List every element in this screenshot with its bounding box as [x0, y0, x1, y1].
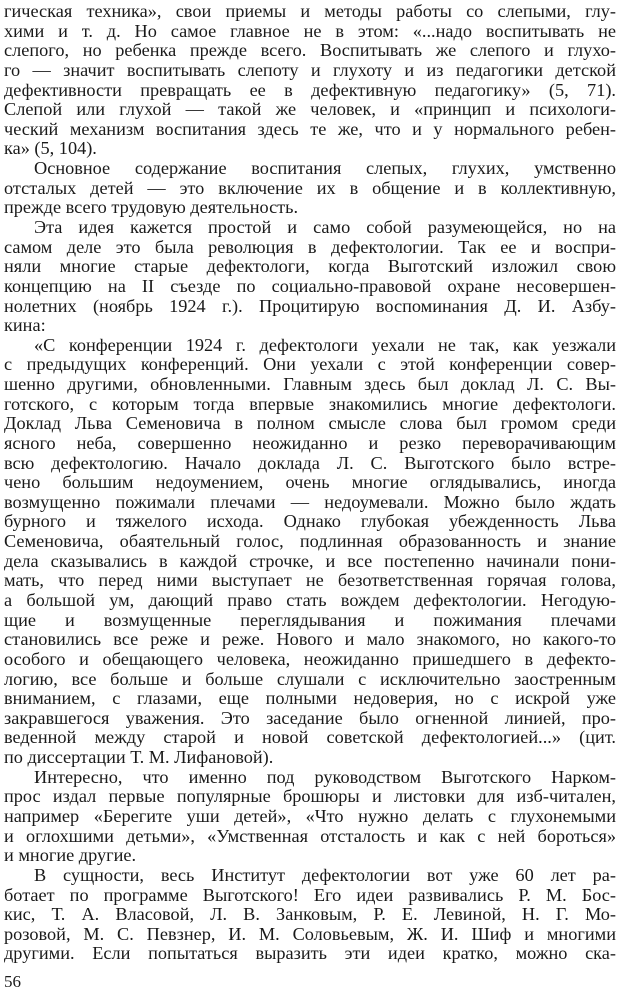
text-line: кис, Т. А. Власовой, Л. В. Занковым, Р. Е. Левиной, Н. Г. Мо- — [4, 904, 616, 925]
text-line: готского, с которым тогда впервые знакомились многие дефектологи. — [4, 393, 616, 414]
text-line: по диссертации Т. М. Лифановой). — [4, 747, 274, 767]
text-line: Эта идея кажется простой и само собой разумеющейся, но на — [34, 217, 616, 237]
text-line: прежде всего трудовую деятельность. — [4, 197, 299, 218]
text-line: хими и т. д. Но самое главное не в этом: «...надо воспитывать не — [4, 20, 616, 41]
text-line: возмущенно пожимали плечами — недоумевали. Можно было ждать — [4, 491, 616, 512]
text-line: например «Берегите уши детей», «Что нужно делать с глухонемыми — [4, 805, 616, 826]
text-line: гическая техника», свои приемы и методы работы со слепыми, глу- — [4, 1, 616, 21]
text-line: веденной между старой и новой советской дефектологией...» (цит. — [4, 727, 616, 748]
text-line: бурного и тяжелого исхода. Однако глубокая убежденность Льва — [4, 511, 616, 532]
text-line: кина: — [4, 315, 46, 336]
text-line: отсталых детей — это включение их в общение и в коллективную, — [4, 177, 616, 198]
text-line: Основное содержание воспитания слепых, глухих, умственно — [34, 158, 616, 179]
text-line: концепцию на II съезде по социально-правовой охране несовершен- — [4, 275, 616, 296]
text-line: ка» (5, 104). — [4, 138, 97, 159]
text-line: В сущности, весь Институт дефектологии вот уже 60 лет ра- — [34, 864, 616, 885]
text-line: и оглохшими детьми», «Умственная отсталость и как с ней бороться» — [4, 825, 616, 846]
text-line: другими. Если попытаться выразить эти идеи кратко, можно ска- — [4, 943, 616, 964]
text-line: дела сказывались в каждой строчке, и все постепенно начинали пони- — [4, 550, 616, 571]
text-line: особого и обещающего человека, неожиданно пришедшего в дефекто- — [4, 648, 616, 669]
text-line: дефективности превращать ее в дефективную педагогику» (5, 71). — [4, 79, 616, 100]
text-line: становились все реже и реже. Нового и мало знакомого, но какого-то — [4, 629, 616, 650]
text-line: Слепой или глухой — такой же человек, и «принцип и психологи- — [4, 99, 616, 120]
text-line: слепого, но ребенка прежде всего. Воспитывать же слепого и глухо- — [4, 40, 616, 61]
text-line: всю дефектологию. Начало доклада Л. С. Выготского было встре- — [4, 452, 616, 473]
text-line: самом деле это была революция в дефектологии. Так ее и воспри- — [4, 236, 616, 257]
text-line: с предыдущих конференций. Они уехали с этой конференции совер- — [4, 354, 616, 375]
text-line: мать, что перед ними выступает не безответственная горячая голова, — [4, 570, 616, 591]
text-line: няли многие старые дефектологи, когда Выготский изложил свою — [4, 256, 616, 277]
text-line: розовой, М. С. Певзнер, И. М. Соловьевым, Ж. И. Шиф и многими — [4, 923, 616, 944]
text-line: логию, все больше и больше слушали с исключительно заостренным — [4, 668, 616, 689]
page-number: 56 — [4, 972, 21, 991]
text-line: прос издал первые популярные брошюры и листовки для изб-читален, — [4, 786, 616, 807]
text-line: «С конференции 1924 г. дефектологи уехали не так, как уезжали — [34, 334, 616, 355]
text-line: нолетних (ноябрь 1924 г.). Процитирую воспоминания Д. И. Азбу- — [4, 295, 616, 316]
text-line: щие и возмущенные переглядывания и пожимания плечами — [4, 609, 616, 630]
text-line: а большой ум, дающий право стать вождем дефектологии. Негодую- — [4, 590, 616, 610]
text-line: ботает по программе Выготского! Его идеи развивались Р. М. Бос- — [4, 884, 616, 905]
text-line: закравшегося уважения. Это заседание было огненной линией, про- — [4, 707, 616, 728]
text-line: Семеновича, обаятельный голос, подлинная образованность и знание — [4, 531, 616, 552]
text-line: Доклад Льва Семеновича в полном смысле слова был громом среди — [4, 413, 616, 434]
text-line: шенно другими, обновленными. Главным здесь был доклад Л. С. Вы- — [4, 374, 616, 394]
text-line: ясного неба, совершенно неожиданно и резко переворачивающим — [4, 432, 616, 453]
text-line: го — значит воспитывать слепоту и глухоту и из педагогики детской — [4, 59, 616, 80]
text-line: вниманием, с глазами, еще полными недоверия, но с искрой уже — [4, 688, 616, 709]
text-line: и многие другие. — [4, 845, 137, 866]
text-line: чено большим недоумением, очень многие оглядывались, иногда — [4, 472, 616, 493]
text-line: ческий механизм воспитания здесь те же, что и у нормального ребен- — [4, 118, 616, 139]
text-line: Интересно, что именно под руководством Выготского Нарком- — [34, 766, 616, 787]
